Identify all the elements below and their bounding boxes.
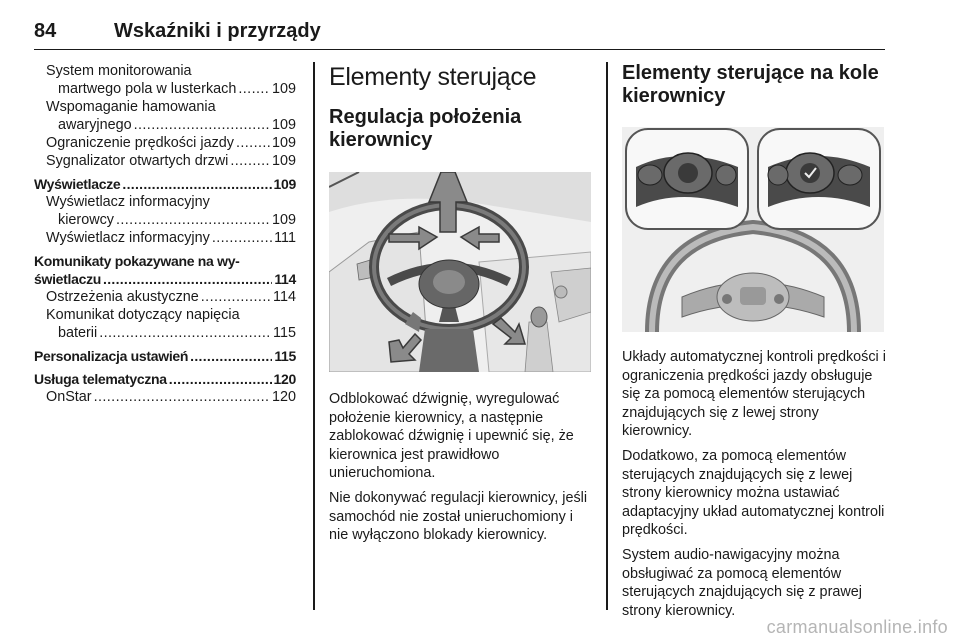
toc-line: [34, 270, 296, 288]
toc-leader-dots: [116, 211, 270, 229]
toc-page-number: 109: [271, 212, 296, 228]
toc-label: świetlaczu: [34, 271, 102, 287]
column-divider-left: [313, 62, 315, 610]
toc-label: Personalizacja ustawień: [34, 348, 189, 364]
toc-line: [34, 252, 296, 270]
toc-line: [46, 306, 296, 324]
toc-leader-dots: [212, 229, 272, 247]
toc-label: Usługa telematyczna: [34, 371, 167, 387]
toc-label: Wyświetlacz informacyjny: [46, 194, 210, 210]
middle-body: [329, 390, 593, 545]
toc-leader-dots: [236, 134, 270, 152]
toc-page-number: 114: [273, 289, 296, 305]
toc-page-number: 109: [273, 176, 296, 192]
toc-line: [46, 193, 296, 211]
right-paragraph-2: Dodatkowo, za pomocą elementów sterujących znajdujących się z lewej strony kierownicy można ustawiać adaptacyjny układ automatycznej kontroli prędkości.: [622, 447, 885, 539]
toc-leader-dots: [190, 347, 272, 365]
steering-controls-illustration: [622, 127, 884, 332]
toc-line: [34, 175, 296, 193]
toc-page-number: 109: [271, 153, 296, 169]
steering-controls-figure: [622, 127, 884, 332]
toc-page-number: 114: [274, 271, 296, 287]
toc-page-number: 111: [274, 230, 296, 246]
toc-leader-dots: [201, 288, 271, 306]
toc-page-number: 109: [271, 117, 296, 133]
toc-line: [46, 288, 296, 306]
toc-line: [34, 370, 296, 388]
toc-label: Wyświetlacz informacyjny: [46, 230, 210, 246]
toc-entry[interactable]: [34, 62, 296, 98]
toc-entry[interactable]: [34, 175, 296, 193]
steering-wheel-illustration: [329, 172, 591, 372]
watermark: carmanualsonline.info: [766, 617, 948, 637]
toc-entry[interactable]: [34, 193, 296, 229]
toc-label: Komunikaty pokazywane na wy-: [34, 253, 240, 269]
chapter-title: Wskaźniki i przyrządy: [114, 20, 321, 42]
toc-entry[interactable]: [34, 388, 296, 406]
subsection-title: Regulacja położenia kierownicy: [329, 106, 522, 151]
right-column: [622, 62, 884, 108]
right-paragraph-3: System audio-nawigacyjny można obsługiwać za pomocą elementów sterujących znajdujących się z prawej strony kierownicy.: [622, 546, 862, 619]
toc-label: martwego pola w lusterkach: [58, 81, 237, 97]
toc-line: [46, 229, 296, 247]
toc-leader-dots: [230, 152, 270, 170]
toc-line: [46, 80, 296, 98]
toc-page-number: 109: [271, 135, 296, 151]
toc-label: Sygnalizator otwartych drzwi: [46, 153, 229, 169]
toc-label: Wyświetlacze: [34, 176, 121, 192]
toc-line: [46, 116, 296, 134]
toc-label: baterii: [58, 325, 98, 341]
toc-entry[interactable]: [34, 229, 296, 247]
toc-label: Komunikat dotyczący napięcia: [46, 307, 240, 323]
toc-label: OnStar: [46, 389, 92, 405]
toc-leader-dots: [99, 324, 271, 342]
toc-page-number: 115: [273, 325, 296, 341]
toc-page-number: 120: [271, 389, 296, 405]
steering-adjustment-figure: [329, 172, 591, 372]
toc-leader-dots: [122, 175, 271, 193]
toc-leader-dots: [238, 80, 270, 98]
toc-label: System monitorowania: [46, 63, 192, 79]
toc-line: [46, 134, 296, 152]
toc-entry[interactable]: [34, 152, 296, 170]
page-number: 84: [34, 20, 57, 42]
toc-entry[interactable]: [34, 252, 296, 288]
toc-page-number: 120: [273, 371, 296, 387]
toc-entry[interactable]: [34, 98, 296, 134]
toc-entry[interactable]: [34, 134, 296, 152]
toc-page-number: 109: [271, 81, 296, 97]
toc-label: kierowcy: [58, 212, 114, 228]
toc-line: [46, 152, 296, 170]
middle-paragraph-2: Nie dokonywać regulacji kierownicy, jeśli samochód nie został unieruchomiony i nie wyłączono blokady kierownicy.: [329, 489, 588, 544]
middle-column: [329, 62, 593, 152]
toc-label: awaryjnego: [58, 117, 132, 133]
toc-line: [46, 211, 296, 229]
toc-leader-dots: [169, 370, 272, 388]
toc-line: [46, 324, 296, 342]
toc-line: [46, 62, 296, 80]
toc-page-number: 115: [274, 348, 296, 364]
toc-line: [46, 388, 296, 406]
toc-leader-dots: [134, 116, 270, 134]
toc-label: Ograniczenie prędkości jazdy: [46, 135, 234, 151]
toc-entry[interactable]: [34, 347, 296, 365]
toc-line: [34, 347, 296, 365]
toc-entry[interactable]: [34, 288, 296, 306]
toc-entry[interactable]: [34, 370, 296, 388]
section-title: Elementy sterujące: [329, 63, 537, 91]
section-title-right: Elementy sterujące na kole kierownicy: [622, 62, 879, 107]
toc-leader-dots: [103, 270, 272, 288]
page-header: [34, 10, 885, 50]
column-divider-right: [606, 62, 608, 610]
toc-entry[interactable]: [34, 306, 296, 342]
right-body: [622, 348, 892, 620]
toc-label: Ostrzeżenia akustyczne: [46, 289, 199, 305]
right-paragraph-1: Układy automatycznej kontroli prędkości i ograniczenia prędkości jazdy obsługuje się za pomocą elementów sterujących znajdujących się z lewej strony kierownicy.: [622, 349, 886, 440]
table-of-contents: [34, 62, 296, 406]
toc-leader-dots: [94, 388, 270, 406]
toc-line: [46, 98, 296, 116]
middle-paragraph-1: Odblokować dźwignię, wyregulować położenie kierownicy, a następnie zablokować dźwignię i upewnić się, że kierownica jest prawidłowo unieruchomiona.: [329, 391, 574, 482]
toc-label: Wspomaganie hamowania: [46, 99, 216, 115]
